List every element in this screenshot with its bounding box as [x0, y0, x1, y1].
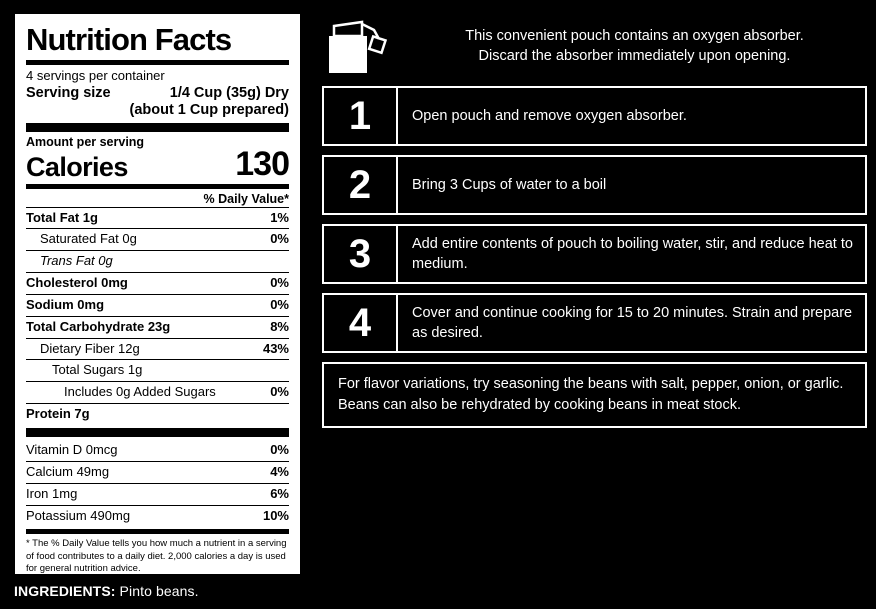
pouch-note — [322, 14, 867, 76]
nutrient-row — [26, 404, 289, 425]
step-number: 2 — [324, 157, 398, 213]
nutrient-name: Includes 0g Added Sugars — [64, 384, 216, 400]
nutrient-dv: 0% — [270, 231, 289, 247]
nutrition-facts-panel — [15, 14, 300, 574]
pouch-note-line1: This convenient pouch contains an oxygen absorber. — [465, 28, 804, 44]
nutrient-row — [26, 506, 289, 527]
nutrient-dv: 0% — [270, 275, 289, 291]
nutrient-name: Sodium 0mg — [26, 296, 105, 312]
step-text: Open pouch and remove oxygen absorber. — [412, 108, 687, 124]
nutrient-dv: 43% — [262, 340, 289, 356]
instruction-step-3 — [322, 224, 867, 284]
nutrient-row — [26, 339, 289, 360]
daily-value-header: % Daily Value* — [203, 191, 289, 206]
divider-under-title — [26, 60, 289, 65]
divider-before-micros — [26, 428, 289, 437]
step-text: Bring 3 Cups of water to a boil — [412, 177, 607, 193]
nutrient-name: Iron 1mg — [26, 485, 78, 501]
instruction-step-1 — [322, 86, 867, 146]
pouch-note-line2: Discard the absorber immediately upon opening. — [478, 48, 791, 65]
serving-size-label: Serving size — [26, 84, 111, 101]
divider-before-footnote — [26, 529, 289, 534]
nutrient-name: Calcium 49mg — [26, 463, 110, 479]
calories-label: Calories — [26, 151, 128, 182]
calories-row — [26, 144, 289, 183]
flavor-tip-box — [322, 362, 867, 428]
nutrient-name: Saturated Fat 0g — [40, 231, 137, 247]
nutrient-name: Cholesterol 0mg — [26, 275, 128, 291]
amount-per-serving-label: Amount per serving — [26, 134, 145, 149]
nutrient-dv: 8% — [270, 318, 289, 334]
nutrient-dv: 0% — [270, 442, 289, 458]
instructions-column — [322, 14, 867, 428]
servings-per-container: 4 servings per container — [26, 67, 165, 83]
nutrient-dv: 0% — [270, 296, 289, 312]
step-number: 1 — [324, 88, 398, 144]
step-number: 4 — [324, 295, 398, 351]
flavor-tip-text: For flavor variations, try seasoning the beans with salt, pepper, onion, or garlic. Beans can also be rehydrated by cooking beans in meat stock. — [338, 376, 844, 413]
nutrient-name: Total Carbohydrate 23g — [26, 318, 171, 334]
nutrient-name: Potassium 490mg — [26, 507, 131, 523]
nutrient-dv: 1% — [270, 209, 289, 225]
nutrient-name: Dietary Fiber 12g — [40, 340, 140, 356]
nutrient-row — [26, 317, 289, 338]
step-text: Add entire contents of pouch to boiling water, stir, and reduce heat to medium. — [412, 236, 853, 272]
nutrient-name: Protein 7g — [26, 406, 90, 422]
nutrient-name: Total Sugars 1g — [52, 362, 143, 378]
divider-under-serving — [26, 123, 289, 132]
nutrient-row — [26, 208, 289, 229]
nutrient-name: Vitamin D 0mcg — [26, 442, 118, 458]
ingredients-label: INGREDIENTS: — [14, 583, 116, 599]
serving-size-row — [26, 85, 289, 102]
instruction-step-2 — [322, 155, 867, 215]
nutrient-dv: 10% — [262, 507, 289, 523]
nutrient-row — [26, 295, 289, 316]
nutrient-name: Trans Fat 0g — [40, 253, 113, 269]
nutrient-row — [26, 382, 289, 403]
nutrient-row — [26, 229, 289, 250]
step-text: Cover and continue cooking for 15 to 20 minutes. Strain and prepare as desired. — [412, 305, 853, 341]
calories-value: 130 — [235, 144, 289, 183]
instruction-step-4 — [322, 293, 867, 353]
ingredients-line — [14, 583, 199, 599]
daily-value-footnote: * The % Daily Value tells you how much a nutrient in a serving of food contributes to a daily diet. 2,000 calories a day is used for general nutrition advice. — [26, 538, 287, 574]
pouch-note-text — [408, 14, 867, 67]
serving-size-sublabel: (about 1 Cup prepared) — [129, 102, 289, 119]
divider-under-calories — [26, 184, 289, 189]
nutrient-name: Total Fat 1g — [26, 209, 98, 225]
nutrient-row — [26, 251, 289, 272]
nutrient-row — [26, 273, 289, 294]
serving-size-value: 1/4 Cup (35g) Dry — [169, 84, 289, 101]
pouch-with-oxygen-absorber-icon — [322, 14, 398, 76]
nutrition-facts-title: Nutrition Facts — [26, 22, 232, 57]
ingredients-value: Pinto beans. — [119, 583, 199, 599]
nutrient-row — [26, 484, 289, 505]
nutrient-dv: 0% — [270, 384, 289, 400]
nutrient-row — [26, 440, 289, 461]
nutrient-dv: 6% — [270, 485, 289, 501]
nutrient-row — [26, 360, 289, 381]
nutrient-row — [26, 462, 289, 483]
step-number: 3 — [324, 226, 398, 282]
nutrient-dv: 4% — [270, 463, 289, 479]
